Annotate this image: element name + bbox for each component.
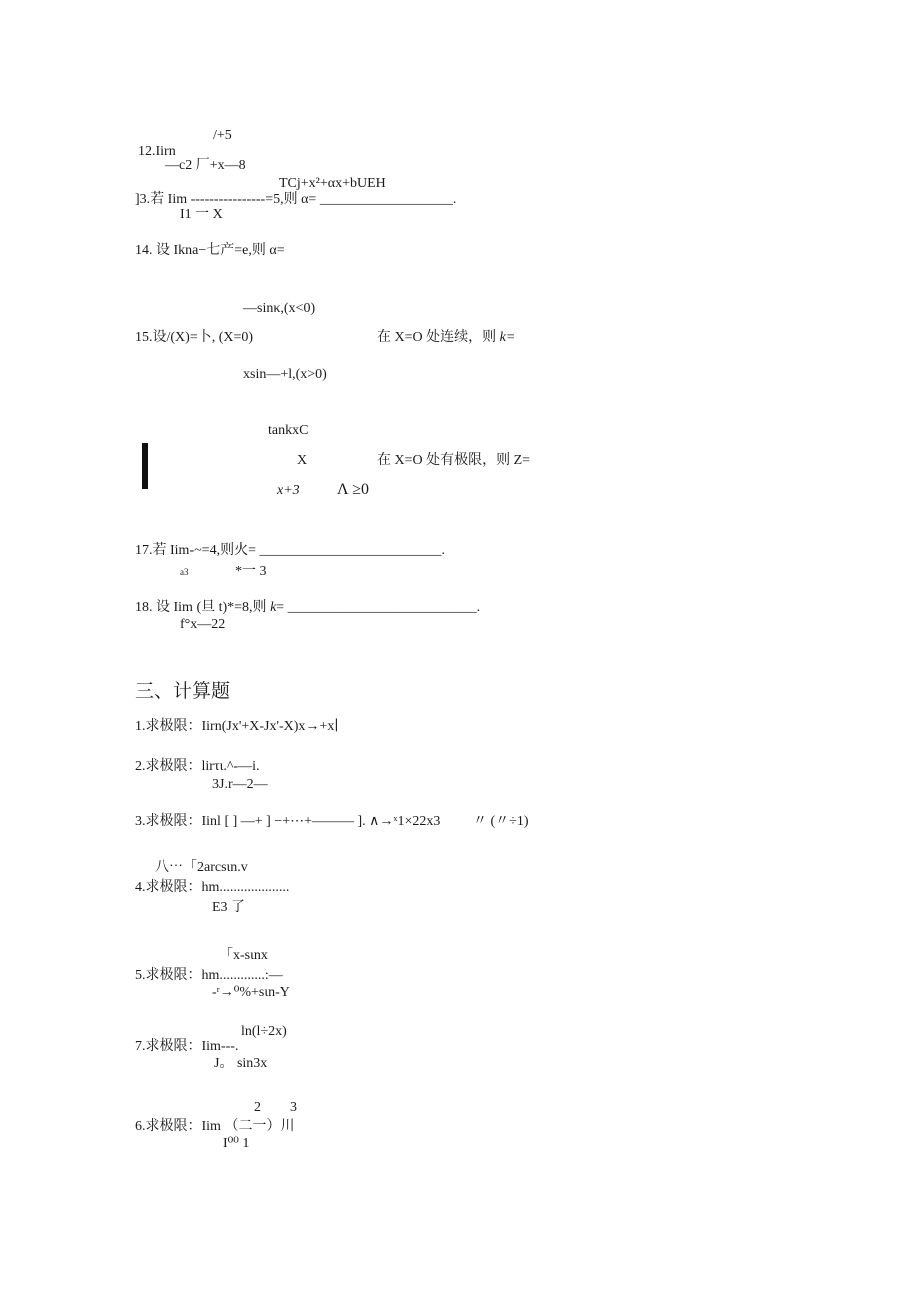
q13-denominator: I1 一 X [180,207,223,222]
q15-case1: —sinκ,(x<0) [243,301,316,316]
q13-main: ]3.若 Iim ----------------=5,则 α= ___________________. [135,192,457,207]
q15-case3: xsin—+l,(x>0) [243,367,327,382]
c6-main: 6.求极限：Iim （二一）川 [135,1119,295,1134]
q17-sub-right: *一 3 [235,564,267,579]
section-title: 三、计算题 [135,680,231,702]
q16-condition: 在 X=O 处有极限，则 Z= [377,453,531,468]
q12-numerator: /+5 [213,128,232,143]
q16-numerator: tankxC [268,423,309,438]
q14-main: 14. 设 Ikna−七产=e,则 α= [135,243,285,258]
c7-sub: J。 sin3x [214,1056,268,1071]
c3-main: 3.求极限：Iinl [ ] —+ ] −+⋯+——— ]. ∧→ˣ1×22x3 [135,814,441,829]
q18-main: 18. 设 Iim (旦 t)*=8,则 k= ___________________________. [135,600,481,615]
q16-denominator: X [297,453,308,468]
c5-numerator: 「x-sιnx [219,948,268,963]
c2-main: 2.求极限：lirτι.^-—i. [135,759,260,774]
vertical-bar-mark [142,443,148,489]
q17-main: 17.若 Iim-~=4,则火= __________________________. [135,543,445,558]
q13-numerator: TCj+x²+αx+bUEH [279,176,386,191]
q15-main: 15.设/(X)=卜, (X=0) [135,330,254,345]
c6-exp-a: 2 [254,1100,261,1115]
c5-main: 5.求极限：hm.............:— [135,968,283,983]
q16-case-cond: Λ ≥0 [337,481,369,498]
c1-main: 1.求极限：Iirn(Jx'+X-Jx'-X)x→+x∣ [135,719,339,734]
q12-denominator: —c2 厂+x—8 [165,158,246,173]
c2-sub: 3J.r—2— [212,777,268,792]
q12-main: 12.Iirn [138,144,176,159]
c4-numerator: 八⋯「2arcsιn.v [155,860,248,875]
q17-sub-left: a3 [180,567,189,577]
c6-sub: I⁰⁰ 1 [223,1136,250,1151]
q18-sub: f°x—22 [180,617,226,632]
q15-condition: 在 X=O 处连续，则 k= [377,330,516,345]
c4-sub: E3 了 [212,900,246,915]
c6-exp-b: 3 [290,1100,297,1115]
c7-main: 7.求极限：Iim---. [135,1039,239,1054]
q16-case-expr: x+3 [277,483,300,498]
c3-tail: 〃 (〃÷1) [473,814,529,829]
c5-sub: -ʳ→⁰%+sιn-Y [212,985,290,1000]
c7-numerator: ln(l÷2x) [241,1024,287,1039]
c4-main: 4.求极限：hm.................... [135,880,290,895]
